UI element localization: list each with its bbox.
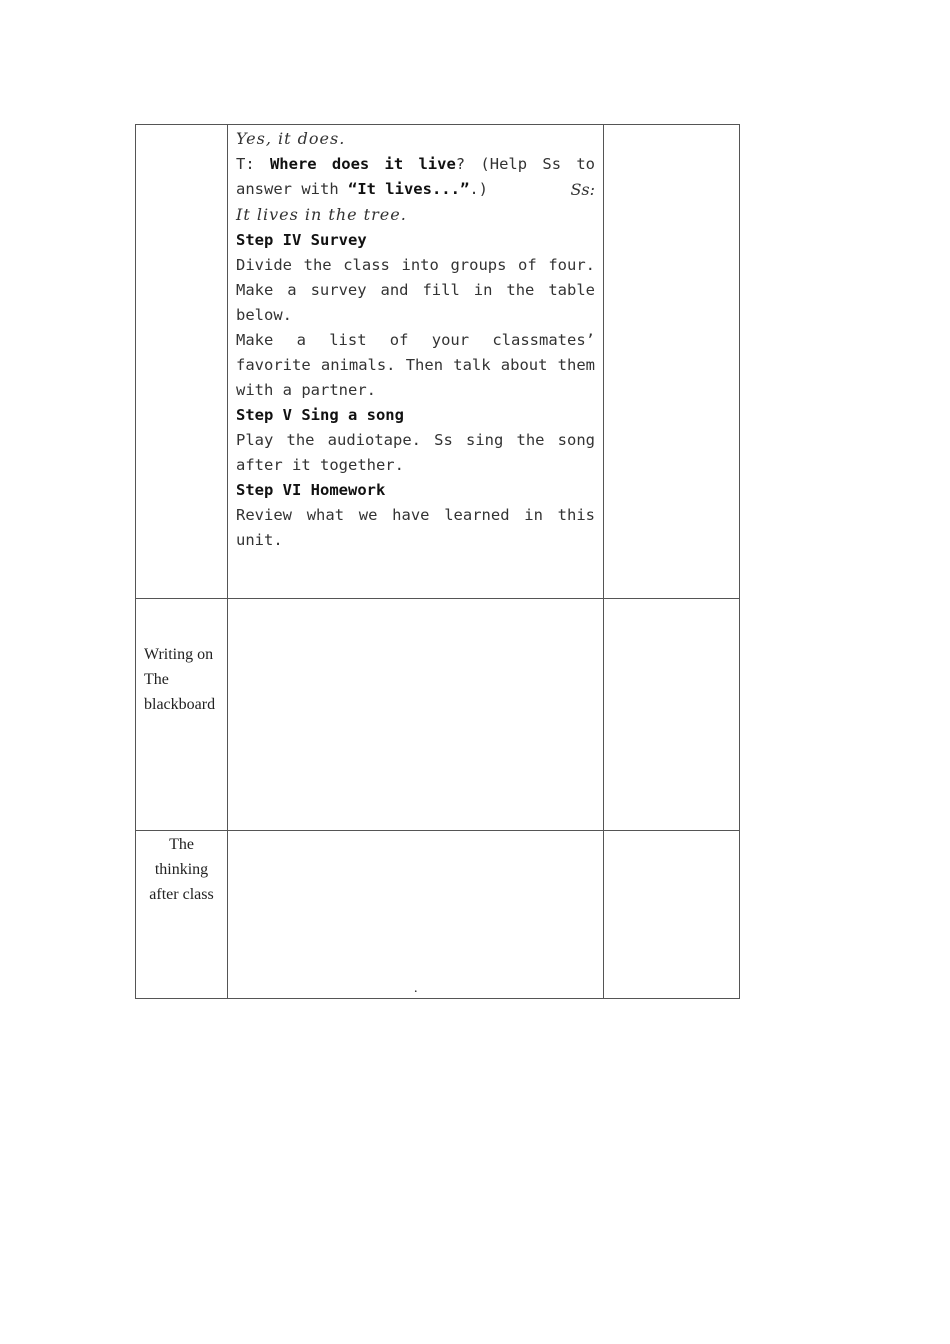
blackboard-content-cell	[228, 599, 604, 831]
answer-yes: Yes, it does.	[236, 129, 346, 148]
ss-answer-line	[236, 202, 595, 228]
thinking-content-cell	[228, 831, 604, 999]
step4-title: Step IV Survey	[236, 231, 367, 249]
answer-line	[236, 126, 595, 152]
procedure-notes-cell	[604, 125, 740, 599]
procedure-label-cell	[136, 125, 228, 599]
thinking-label-cell	[136, 831, 228, 999]
step5-title: Step V Sing a song	[236, 406, 404, 424]
blackboard-label-line1: Writing on	[144, 646, 214, 663]
procedure-row	[136, 125, 740, 599]
blackboard-notes-cell	[604, 599, 740, 831]
step4-text2: Make a list of your classmates’ favorite animals. Then talk about them with a partner.	[236, 331, 595, 399]
step4-text1: Divide the class into groups of four. Make a survey and fill in the table below.	[236, 256, 595, 324]
ss-label: Ss:	[570, 180, 595, 199]
teacher-prefix: T:	[236, 155, 270, 173]
thinking-label-line2: thinking	[154, 861, 209, 878]
teacher-example: “It lives...”	[347, 180, 470, 198]
step6-text: Review what we have learned in this unit.	[236, 506, 595, 549]
procedure-content-cell	[228, 125, 604, 599]
thinking-row	[136, 831, 740, 999]
step5-text: Play the audiotape. Ss sing the song after it together.	[236, 431, 595, 474]
thinking-notes-cell	[604, 831, 740, 999]
lesson-plan-table	[135, 124, 740, 999]
ss-answer: It lives in the tree.	[236, 205, 407, 224]
teacher-help-a: ? (Help Ss to answer with	[236, 155, 595, 198]
teacher-help-b: .)	[469, 180, 488, 198]
teacher-question: Where does it live	[269, 155, 456, 173]
blackboard-row	[136, 599, 740, 831]
teacher-question-paragraph	[236, 152, 595, 202]
thinking-label-line3: after class	[149, 886, 214, 903]
blackboard-label-line3: blackboard	[144, 696, 216, 713]
thinking-label-line1: The	[169, 836, 194, 853]
step6-title: Step VI Homework	[236, 481, 386, 499]
blackboard-label-line2: The	[144, 671, 169, 688]
blackboard-label-cell	[136, 599, 228, 831]
footer-dot: .	[414, 981, 418, 996]
